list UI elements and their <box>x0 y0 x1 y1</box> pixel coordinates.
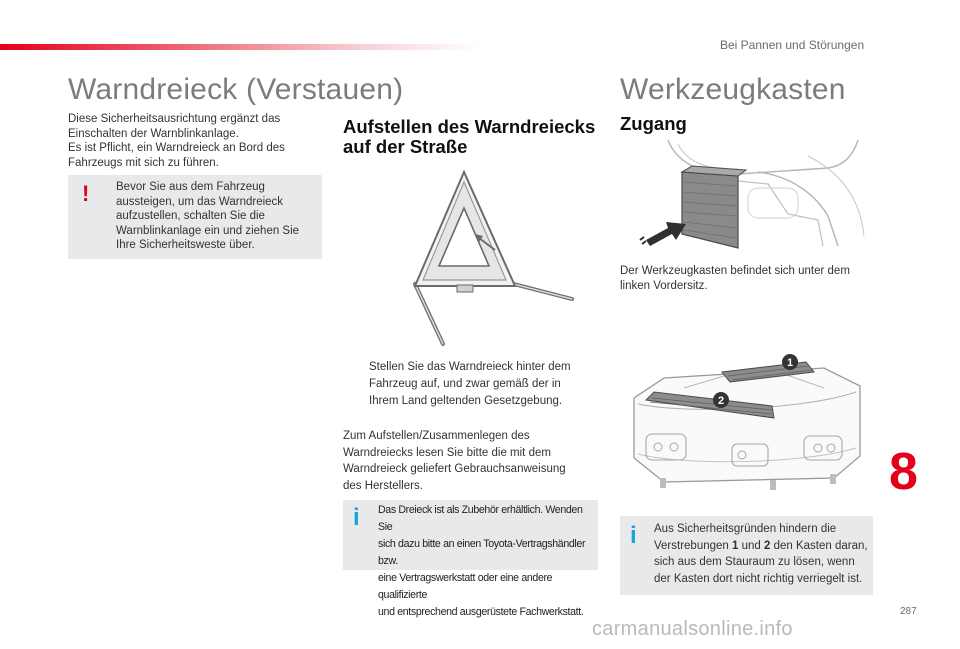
callout-1: 1 <box>786 357 794 369</box>
callout-2: 2 <box>717 395 725 407</box>
paragraph-line: Warndreieck geliefert Gebrauchsanweisung <box>343 463 566 475</box>
warning-line: aussteigen, um das Warndreieck <box>116 195 284 208</box>
paragraph-line: Warndreiecks lesen Sie bitte die mit dem <box>343 446 551 459</box>
info-icon: i <box>353 504 360 531</box>
header-accent-bar <box>0 44 480 50</box>
safety-info-box <box>620 516 873 595</box>
warning-line: Ihre Sicherheitsweste über. <box>116 239 255 251</box>
safety-info-text <box>654 521 874 587</box>
assembly-paragraph <box>343 428 603 494</box>
page-title-warning-triangle: Warndreieck (Verstauen) <box>68 73 404 106</box>
info-line: Das Dreieck ist als Zubehör erhältlich. Wenden Sie <box>378 504 583 533</box>
heading-set-up-triangle <box>343 117 603 157</box>
brace-ref-1: 1 <box>732 539 739 552</box>
accessory-info-box <box>343 500 598 618</box>
warning-icon: ! <box>82 181 90 206</box>
seat-toolbox-illustration <box>638 136 868 256</box>
bullet-line: Ihrem Land geltenden Gesetzgebung. <box>369 395 563 407</box>
warning-text <box>116 180 316 253</box>
warning-triangle-illustration <box>355 168 580 350</box>
watermark: carmanualsonline.info <box>592 618 793 640</box>
intro-line: Es ist Pflicht, ein Warndreieck an Bord des <box>68 142 285 154</box>
intro-line: Fahrzeugs mit sich zu führen. <box>68 156 219 169</box>
info-line: sich dazu bitte an einen Toyota-Vertragshändler bzw. <box>378 538 586 567</box>
page-number: 287 <box>900 606 917 617</box>
intro-line: Einschalten der Warnblinkanlage. <box>68 127 239 140</box>
caption-line: Der Werkzeugkasten befindet sich unter dem <box>620 265 850 277</box>
warning-line: Warnblinkanlage ein und ziehen Sie <box>116 224 300 237</box>
warning-line: aufzustellen, schalten Sie die <box>116 210 265 222</box>
paragraph-line: des Herstellers. <box>343 479 423 492</box>
caption-line: linken Vordersitz. <box>620 279 708 292</box>
info-line: sich aus dem Stauraum zu lösen, wenn <box>654 556 855 568</box>
toolbox-braces-illustration <box>624 348 869 496</box>
page-title-toolbox: Werkzeugkasten <box>620 73 846 106</box>
intro-paragraph <box>68 112 318 170</box>
paragraph-line: Zum Aufstellen/Zusammenlegen des <box>343 430 530 442</box>
info-line: und entsprechend ausgerüstete Fachwerkstatt. <box>378 606 584 618</box>
chapter-number: 8 <box>889 443 918 501</box>
heading-access: Zugang <box>620 113 687 134</box>
warning-line: Bevor Sie aus dem Fahrzeug <box>116 181 265 193</box>
bullet-paragraph <box>369 359 599 410</box>
info-icon: i <box>630 522 637 549</box>
warning-box <box>68 175 322 259</box>
toolbox-location-caption <box>620 264 870 293</box>
info-line: der Kasten dort nicht richtig verriegelt ist. <box>654 572 863 585</box>
info-line: Verstrebungen 1 und 2 den Kasten daran, <box>654 539 868 552</box>
intro-line: Diese Sicherheitsausrichtung ergänzt das <box>68 113 281 125</box>
bullet-line: Fahrzeug auf, und zwar gemäß der in <box>369 378 561 390</box>
heading-line: Aufstellen des Warndreiecks <box>343 116 596 137</box>
info-line: Aus Sicherheitsgründen hindern die <box>654 523 837 535</box>
bullet-line: Stellen Sie das Warndreieck hinter dem <box>369 361 571 373</box>
info-line: eine Vertragswerkstatt oder eine andere qualifizierte <box>378 572 553 601</box>
heading-line: auf der Straße <box>343 136 468 157</box>
accessory-info-text <box>378 502 596 621</box>
section-title: Bei Pannen und Störungen <box>720 38 865 52</box>
brace-ref-2: 2 <box>764 539 771 552</box>
